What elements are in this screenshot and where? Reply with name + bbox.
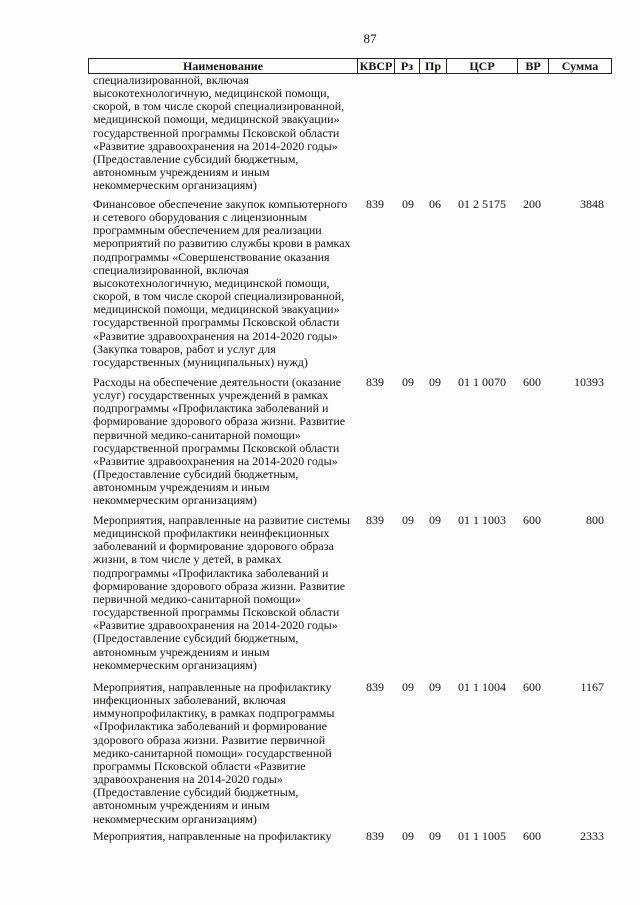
row-csr: 01 1 1003 <box>458 513 506 527</box>
header-sum: Сумма <box>549 59 612 74</box>
row-pr: 06 <box>429 197 441 211</box>
row-rz: 09 <box>402 375 414 389</box>
header-vr: ВР <box>518 59 549 74</box>
row-csr: 01 1 0070 <box>458 375 506 389</box>
header-name: Наименование <box>89 59 358 74</box>
row-name: Финансовое обеспечение закупок компьютерного и сетевого оборудования с лицензионным программным обеспечением для реализации мероприятий по развитию службы крови в рамках подпрограммы «Совершенствование оказания специализированной, включая высокотехнологичную, медицинской помощи, скорой, в том числе скорой специализированной, медицинской помощи, медицинской эвакуации» государственной программы Псковской области «Развитие здравоохранения на 2014-2020 годы» (Закупка товаров, работ и услуг для государственных (муниципальных) нужд) <box>93 197 351 369</box>
row-vr: 600 <box>523 375 541 389</box>
table-header <box>88 58 612 74</box>
row-kvsr: 839 <box>366 513 384 527</box>
row-sum: 3848 <box>580 197 604 211</box>
row-rz: 09 <box>402 513 414 527</box>
header-csr: ЦСР <box>447 59 518 74</box>
row-pr: 09 <box>429 513 441 527</box>
row-sum: 10393 <box>574 375 604 389</box>
row-name: Мероприятия, направленные на профилактику инфекционных заболеваний, включая иммунопрофилактику, в рамках подпрограммы «Профилактика заболеваний и формирование здорового образа жизни. Развитие первичной медико-санитарной помощи» государственной программы Псковской области «Развитие здравоохранения на 2014-2020 годы» (Предоставление субсидий бюджетным, автономным учреждениям и иным некоммерческим организациям) <box>93 680 335 826</box>
row-sum: 2333 <box>580 829 604 843</box>
row-vr: 600 <box>523 513 541 527</box>
header-pr: Пр <box>420 59 447 74</box>
row-rz: 09 <box>402 680 414 694</box>
row-pr: 09 <box>429 680 441 694</box>
row-vr: 200 <box>523 197 541 211</box>
row-csr: 01 1 1004 <box>458 680 506 694</box>
row-rz: 09 <box>402 829 414 843</box>
row-sum: 1167 <box>580 680 604 694</box>
row-sum: 800 <box>586 513 604 527</box>
row-name: Мероприятия, направленные на профилактику <box>93 829 332 843</box>
row-vr: 600 <box>523 829 541 843</box>
page-number: 87 <box>363 31 377 46</box>
row-pr: 09 <box>429 375 441 389</box>
row-kvsr: 839 <box>366 829 384 843</box>
row-kvsr: 839 <box>366 680 384 694</box>
header-kvsr: КВСР <box>358 59 395 74</box>
row-name: Мероприятия, направленные на развитие системы медицинской профилактики неинфекционных заболеваний и формирование здорового образа жизни, в том числе у детей, в рамках подпрограммы «Профилактика заболеваний и формирование здорового образа жизни. Развитие первичной медико-санитарной помощи» государственной программы Псковской области «Развитие здравоохранения на 2014-2020 годы» (Предоставление субсидий бюджетным, автономным учреждениям и иным некоммерческим организациям) <box>93 513 350 672</box>
row-vr: 600 <box>523 680 541 694</box>
row-name: Расходы на обеспечение деятельности (оказание услуг) государственных учреждений в рамках подпрограммы «Профилактика заболеваний и формирование здорового образа жизни. Развитие первичной медико-санитарной помощи» государственной программы Псковской области «Развитие здравоохранения на 2014-2020 годы» (Предоставление субсидий бюджетным, автономным учреждениям и иным некоммерческим организациям) <box>93 375 346 508</box>
row-name: специализированной, включая высокотехнологичную, медицинской помощи, скорой, в том числе скорой специализированной, медицинской помощи, медицинской эвакуации» государственной программы Псковской области «Развитие здравоохранения на 2014-2020 годы» (Предоставление субсидий бюджетным, автономным учреждениям и иным некоммерческим организациям) <box>93 73 345 193</box>
row-kvsr: 839 <box>366 375 384 389</box>
header-rz: Рз <box>395 59 420 74</box>
row-kvsr: 839 <box>366 197 384 211</box>
row-pr: 09 <box>429 829 441 843</box>
row-rz: 09 <box>402 197 414 211</box>
row-csr: 01 2 5175 <box>458 197 506 211</box>
row-csr: 01 1 1005 <box>458 829 506 843</box>
